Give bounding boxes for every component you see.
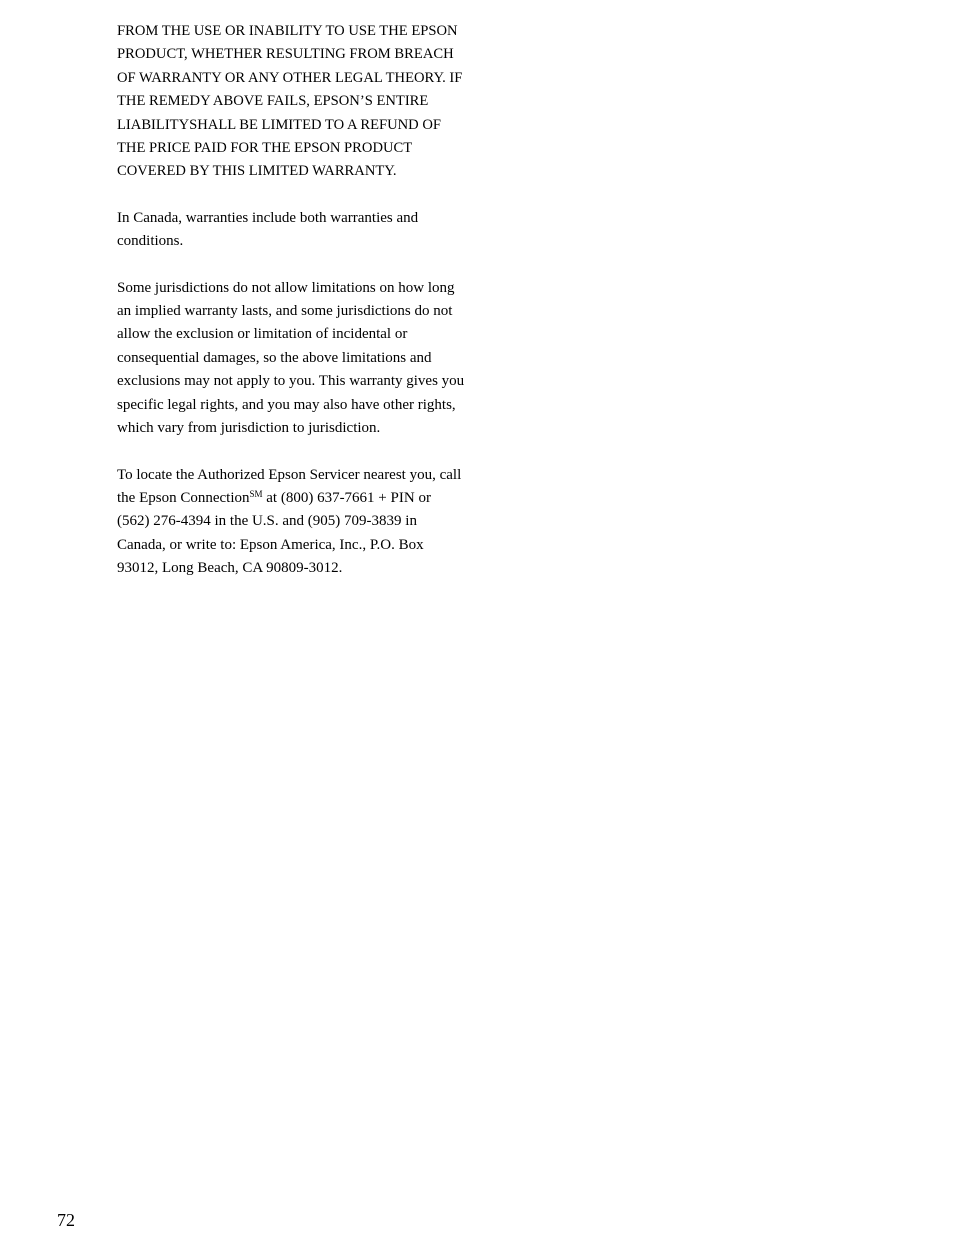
servicer-intro-text: To locate the Authorized Epson Servicer nearest you, call the Epson Connection xyxy=(117,466,462,506)
canada-warranty-paragraph: In Canada, warranties include both warranties and conditions. xyxy=(117,209,419,250)
liability-disclaimer-paragraph: FROM THE USE OR INABILITY TO USE THE EPSON PRODUCT, WHETHER RESULTING FROM BREACH OF WARRANTY OR ANY OTHER LEGAL THEORY. IF THE REMEDY ABOVE FAILS, EPSON’S ENTIRE LIABILITYSHALL BE LIMITED TO A REFUND OF THE PRICE PAID FOR THE EPSON PRODUCT COVERED BY THIS LIMITED WARRANTY. xyxy=(117,23,463,180)
page-number: 72 xyxy=(57,1210,75,1230)
servicer-contact-text: at (800) 637-7661 + PIN or (562) 276-4394 in the U.S. and (905) 709-3839 in Canada, or write to: Epson America, Inc., P.O. Box 93012, Long Beach, CA 90809-3012. xyxy=(117,489,431,577)
service-mark-superscript: SM xyxy=(249,488,263,499)
authorized-servicer-paragraph xyxy=(117,464,467,581)
jurisdiction-limitations-paragraph: Some jurisdictions do not allow limitations on how long an implied warranty lasts, and some jurisdictions do not allow the exclusion or limitation of incidental or consequential damages, so the above limitations and exclusions may not apply to you. This warranty gives you specific legal rights, and you may also have other rights, which vary from jurisdiction to jurisdiction. xyxy=(117,279,465,437)
warranty-text-column xyxy=(117,20,467,604)
